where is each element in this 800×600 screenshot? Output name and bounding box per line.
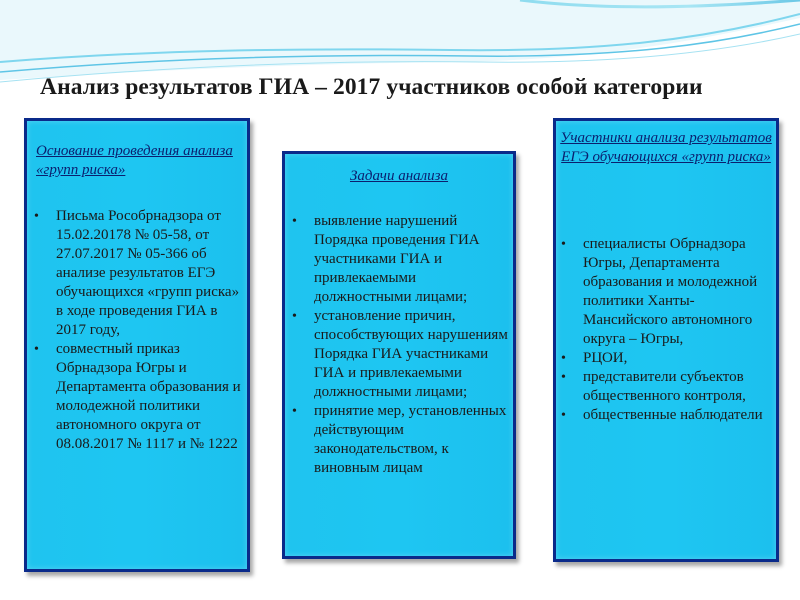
panel-tasks-heading: Задачи анализа: [349, 168, 449, 184]
list-item: • выявление нарушений Порядка проведения ГИА участниками ГИА и привлекаемыми должностными лицами;: [292, 213, 480, 305]
bullet-icon: •: [561, 351, 566, 366]
list-item: • совместный приказ Обрнадзора Югры и Департамента образования и молодежной политики автономного округа от 08.08.2017 № 1117 и № 1222: [34, 341, 241, 452]
bullet-icon: •: [292, 214, 297, 229]
panel-basis-heading: Основание проведения анализа «групп риска»: [36, 143, 233, 178]
list-item: • общественные наблюдатели: [561, 407, 763, 423]
list-item: • РЦОИ,: [561, 350, 628, 366]
bullet-icon: •: [292, 309, 297, 324]
list-item: • установление причин, способствующих нарушениям Порядка ГИА участниками ГИА и привлекаемыми должностными лицами;: [292, 308, 508, 400]
list-item: • принятие мер, установленных действующим законодательством, к виновным лицам: [292, 403, 507, 476]
bullet-icon: •: [292, 404, 297, 419]
bullet-icon: •: [561, 237, 566, 252]
panel-participants-list: [557, 235, 779, 425]
list-item: • представители субъектов общественного контроля,: [561, 369, 746, 404]
bullet-icon: •: [34, 209, 39, 224]
panel-participants-heading: Участники анализа результатов ЕГЭ обучающихся «групп риска»: [560, 130, 772, 165]
panel-tasks: [282, 151, 516, 559]
bullet-icon: •: [561, 370, 566, 385]
panel-basis: [24, 118, 250, 572]
bullet-icon: •: [34, 342, 39, 357]
panel-participants: [553, 118, 779, 562]
bullet-icon: •: [561, 408, 566, 423]
list-item: • Письма Рособрнадзора от 15.02.20178 № 05-58, от 27.07.2017 № 05-366 об анализе результатов ЕГЭ обучающихся «групп риска» в ходе проведения ГИА в 2017 году,: [34, 208, 240, 338]
page-title: Анализ результатов ГИА – 2017 участников особой категории: [40, 74, 703, 100]
list-item: • специалисты Обрнадзора Югры, Департамента образования и молодежной политики Ханты-Мансийского автономного округа – Югры,: [561, 236, 758, 347]
panel-basis-list: [30, 207, 248, 454]
panel-tasks-list: [288, 212, 514, 478]
